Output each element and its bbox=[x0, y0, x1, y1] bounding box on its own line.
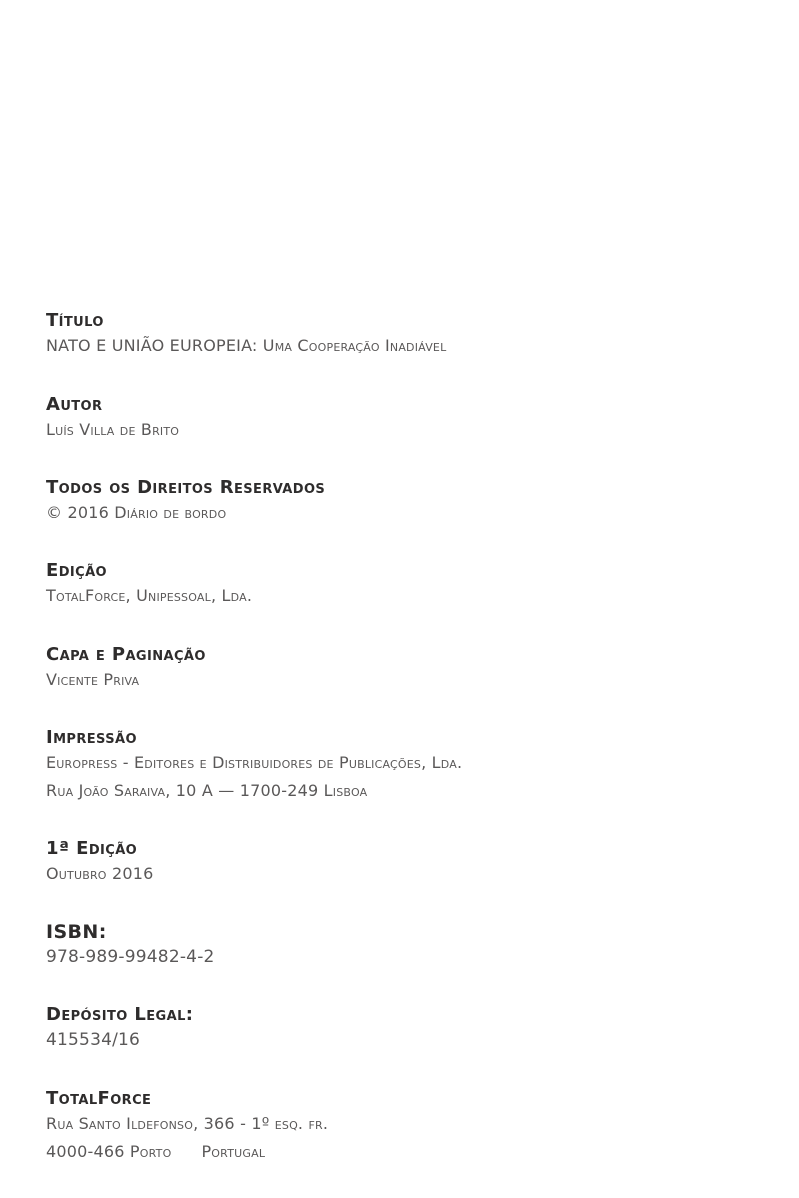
publisher-section bbox=[46, 1088, 766, 1166]
author-value: Luís Villa de Brito bbox=[46, 420, 180, 439]
isbn-section bbox=[46, 921, 766, 971]
publisher-country: Portugal bbox=[201, 1142, 266, 1161]
first-edition-label: 1ª Edição bbox=[46, 838, 138, 859]
printing-label: Impressão bbox=[46, 727, 137, 748]
printing-company: Europress - Editores e Distribuidores de Publicações, Lda. bbox=[46, 753, 463, 772]
legal-deposit-label: Depósito Legal: bbox=[46, 1004, 194, 1025]
edition-value: TotalForce, Unipessoal, Lda. bbox=[46, 586, 253, 605]
isbn-value: 978-989-99482-4-2 bbox=[46, 947, 215, 967]
first-edition-value: Outubro 2016 bbox=[46, 864, 154, 883]
first-edition-section bbox=[46, 838, 766, 888]
title-section bbox=[46, 310, 766, 360]
isbn-label: ISBN: bbox=[46, 921, 107, 943]
printing-address: Rua João Saraiva, 10 A — 1700-249 Lisboa bbox=[46, 781, 368, 800]
printing-section bbox=[46, 727, 766, 805]
publisher-postal: 4000-466 Porto bbox=[46, 1142, 172, 1161]
legal-deposit-value: 415534/16 bbox=[46, 1030, 141, 1050]
rights-label: Todos os Direitos Reservados bbox=[46, 477, 326, 498]
cover-value: Vicente Priva bbox=[46, 670, 140, 689]
cover-section bbox=[46, 644, 766, 694]
rights-value: © 2016 Diário de bordo bbox=[46, 503, 227, 522]
edition-section bbox=[46, 560, 766, 610]
title-value: NATO E UNIÃO EUROPEIA: Uma Cooperação Inadiável bbox=[46, 336, 447, 355]
legal-deposit-section bbox=[46, 1004, 766, 1054]
publisher-city-line bbox=[46, 1138, 766, 1166]
edition-label: Edição bbox=[46, 560, 107, 581]
author-label: Autor bbox=[46, 394, 103, 415]
rights-section bbox=[46, 477, 766, 527]
publisher-address: Rua Santo Ildefonso, 366 - 1º esq. fr. bbox=[46, 1114, 329, 1133]
publisher-label: TotalForce bbox=[46, 1088, 152, 1109]
title-label: Título bbox=[46, 310, 104, 331]
author-section bbox=[46, 394, 766, 444]
cover-label: Capa e Paginação bbox=[46, 644, 206, 665]
